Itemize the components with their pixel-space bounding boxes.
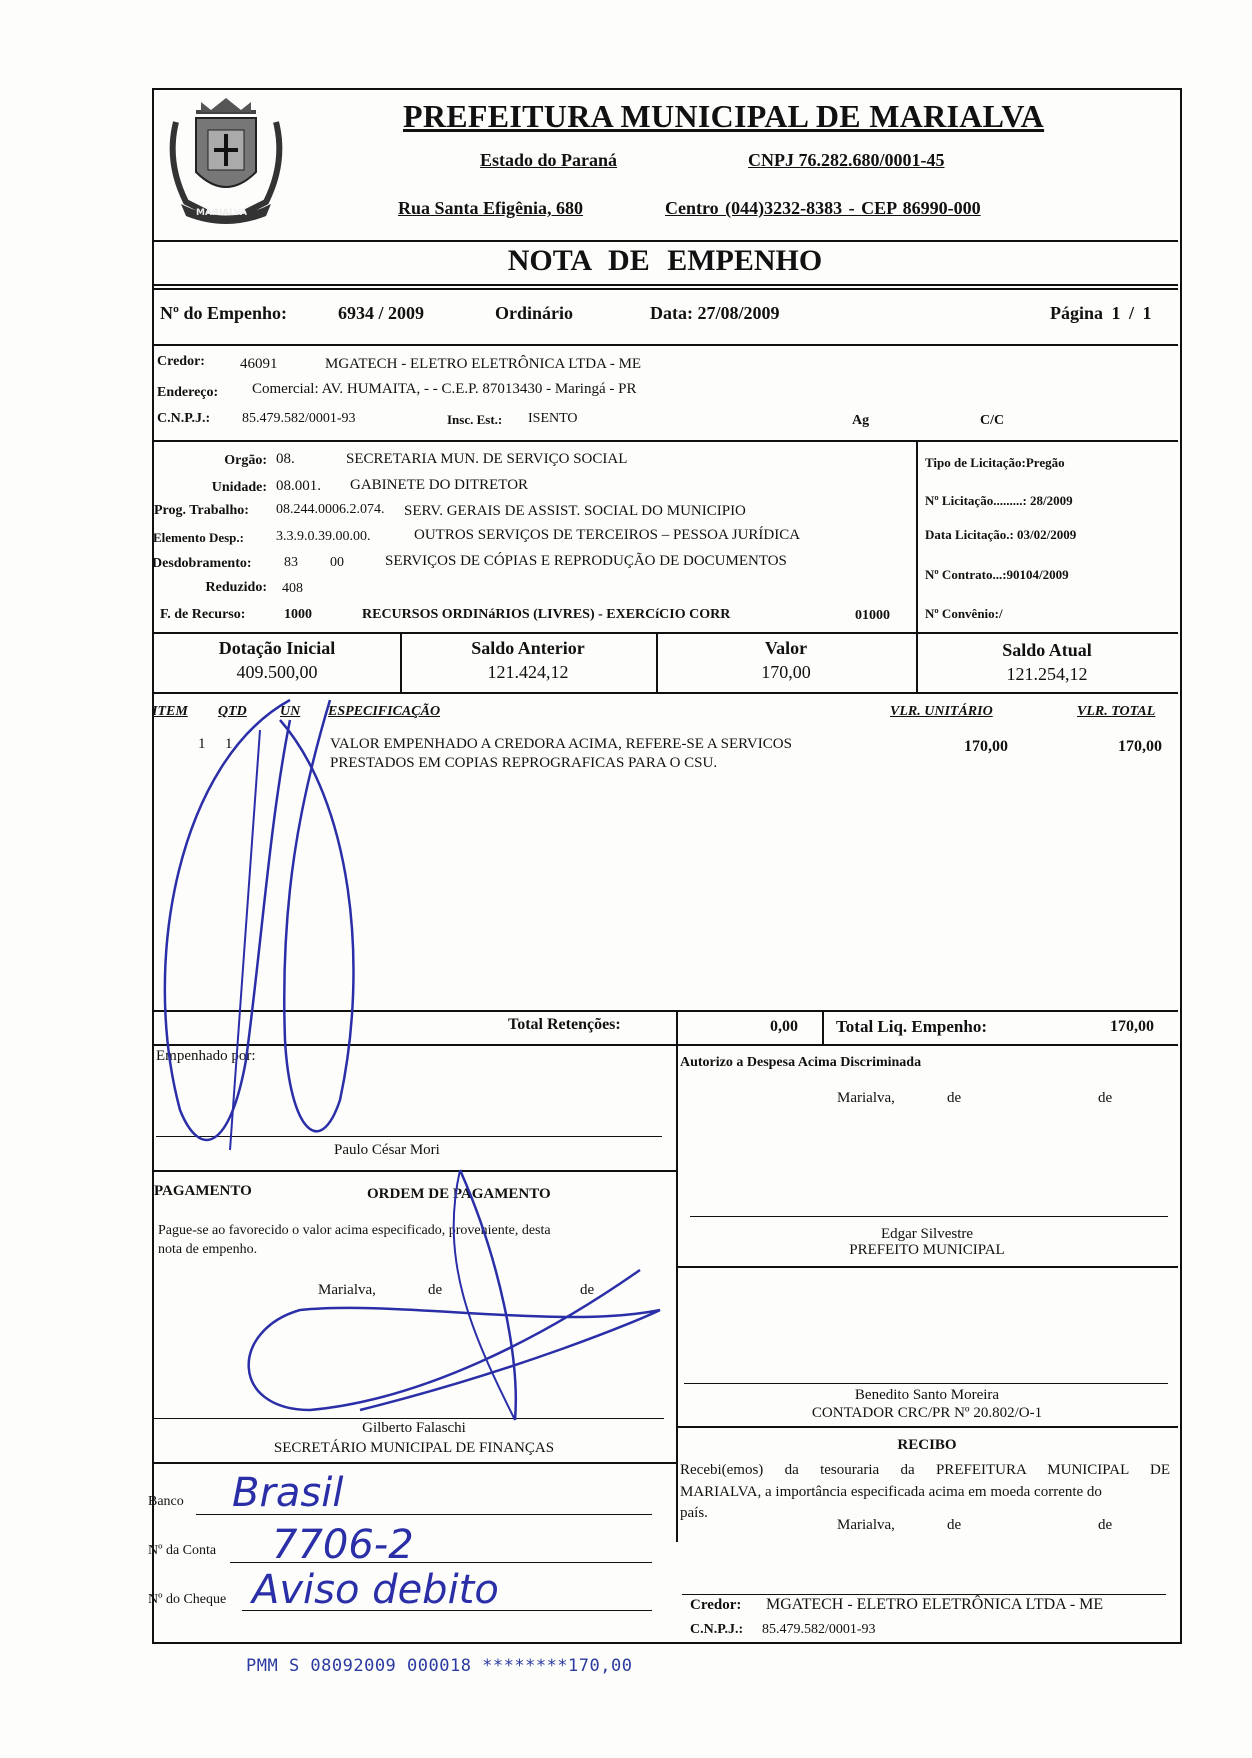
dotacao-inicial-value: 409.500,00 [236,662,318,682]
payment-stamp: PMM S 08092009 000018 ********170,00 [246,1656,633,1676]
recibo-title: RECIBO [897,1437,957,1453]
logo-banner-text: MARIALVA [196,208,247,218]
item-spec-line-1: VALOR EMPENHADO A CREDORA ACIMA, REFERE-SE A SERVICOS [330,736,792,752]
item-spec-line-2: PRESTADOS EM COPIAS REPROGRAFICAS PARA O CSU. [330,755,718,771]
recibo-city: Marialva, [837,1517,895,1533]
reduzido-label: Reduzido: [205,580,267,595]
tipo-licitacao: Tipo de Licitação:Pregão [925,455,1065,470]
data-licitacao: Data Licitação.: 03/02/2009 [925,527,1077,542]
empenho-date: Data: 27/08/2009 [650,303,780,323]
recibo-cnpj: 85.479.582/0001-93 [762,1622,876,1637]
cheque-handwritten: Aviso debito [252,1567,499,1613]
empenho-number-label: Nº do Empenho: [160,303,287,323]
banco-label: Banco [148,1494,184,1509]
numero-convenio: Nº Convênio:/ [925,606,1003,621]
pagamento-text-line-2: nota de empenho. [158,1242,258,1257]
unidade-label: Unidade: [211,480,267,495]
banco-handwritten: Brasil [232,1470,344,1516]
total-retencoes-value: 0,00 [770,1018,798,1035]
unidade-code: 08.001. [276,478,321,494]
contador-name: Benedito Santo Moreira [854,1387,1000,1403]
recibo-text-line-1: Recebi(emos) da tesouraria da PREFEITURA MUNICIPAL DE [680,1462,1170,1478]
valor-label: Valor [764,638,808,658]
empenhado-por-name: Paulo César Mori [334,1142,440,1158]
fonte-recurso-label: F. de Recurso: [160,607,246,622]
col-qtd-header: QTD [218,704,247,719]
recibo-text-line-2: MARIALVA, a importância especificada acima em moeda corrente do [680,1484,1102,1500]
item-unit-price: 170,00 [964,738,1008,755]
reduzido-value: 408 [282,581,303,596]
fonte-recurso-name: RECURSOS ORDINáRIOS (LIVRES) - EXERCíCIO CORR [362,607,731,622]
orgao-label: Orgão: [224,453,267,468]
prefeito-title: PREFEITO MUNICIPAL [849,1242,1005,1258]
recibo-de-2: de [1098,1517,1113,1533]
conta-handwritten: 7706-2 [272,1522,414,1568]
pagamento-text-line-1: Pague-se ao favorecido o valor acima especificado, proveniente, desta [158,1223,551,1238]
saldo-anterior-label: Saldo Anterior [471,638,585,658]
numero-contrato: Nº Contrato...:90104/2009 [925,567,1069,582]
conta-label: Nº da Conta [148,1543,217,1558]
credor-cnpj: 85.479.582/0001-93 [242,411,356,426]
credor-address: Comercial: AV. HUMAITA, - - C.E.P. 87013430 - Maringá - PR [252,381,637,397]
elemento-desp-code: 3.3.9.0.39.00.00. [276,529,371,544]
col-item-header: ITEM [152,704,188,719]
autorizo-de-1: de [947,1090,962,1106]
municipal-coat-of-arms-logo [156,92,296,232]
page-number: Página 1 / 1 [1050,303,1152,323]
empenhado-por-label: Empenhado por: [156,1048,256,1064]
total-liq-empenho-label: Total Liq. Empenho: [836,1017,987,1036]
recibo-credor-name: MGATECH - ELETRO ELETRÔNICA LTDA - ME [766,1596,1104,1613]
orgao-name: SECRETARIA MUN. DE SERVIÇO SOCIAL [346,451,628,467]
empenho-number: 6934 / 2009 [338,303,425,323]
desdobramento-label: Desdobramento: [152,556,252,571]
state-label: Estado do Paraná [480,150,618,170]
recibo-cnpj-label: C.N.P.J.: [690,1622,744,1637]
pagamento-de-1: de [428,1282,443,1298]
saldo-atual-value: 121.254,12 [1006,664,1088,684]
col-total-header: VLR. TOTAL [1077,704,1156,719]
desdobramento-code-1: 83 [284,555,298,570]
item-total-price: 170,00 [1118,738,1162,755]
prog-trabalho-name: SERV. GERAIS DE ASSIST. SOCIAL DO MUNICIPIO [404,503,746,519]
cheque-label: Nº do Cheque [148,1592,227,1607]
fonte-recurso-code-2: 01000 [855,608,890,623]
total-liq-empenho-value: 170,00 [1110,1018,1154,1035]
insc-est-label: Insc. Est.: [447,412,503,427]
elemento-desp-name: OUTROS SERVIÇOS DE TERCEIROS – PESSOA JURÍDICA [414,527,801,543]
pagamento-city: Marialva, [318,1282,376,1298]
saldo-anterior-value: 121.424,12 [487,662,569,682]
numero-licitacao: Nº Licitação.........: 28/2009 [925,493,1073,508]
col-un-header: UN [280,704,301,719]
agency-label: Ag [852,413,870,428]
saldo-atual-label: Saldo Atual [1002,640,1092,660]
prog-trabalho-code: 08.244.0006.2.074. [276,502,385,517]
account-label: C/C [980,413,1005,428]
item-number: 1 [198,736,206,752]
credor-name: MGATECH - ELETRO ELETRÔNICA LTDA - ME [325,356,642,372]
cnpj-label: CNPJ 76.282.680/0001-45 [748,150,945,170]
address-label: Rua Santa Efigênia, 680 [398,198,584,218]
recibo-text-line-3: país. [680,1505,708,1521]
unidade-name: GABINETE DO DITRETOR [350,477,529,493]
recibo-de-1: de [947,1517,962,1533]
prog-trabalho-label: Prog. Trabalho: [154,503,249,518]
center-phone-cep: Centro (044)3232-8383 - CEP 86990-000 [665,198,981,218]
credor-label: Credor: [157,354,205,369]
desdobramento-name: SERVIÇOS DE CÓPIAS E REPRODUÇÃO DE DOCUMENTOS [385,553,787,569]
fonte-recurso-code: 1000 [284,607,312,622]
pagamento-de-2: de [580,1282,595,1298]
autorizo-city: Marialva, [837,1090,895,1106]
address-field-label: Endereço: [157,385,219,400]
dotacao-inicial-label: Dotação Inicial [218,638,336,658]
elemento-desp-label: Elemento Desp.: [153,530,244,545]
autorizo-title: Autorizo a Despesa Acima Discriminada [680,1055,922,1070]
total-retencoes-label: Total Retenções: [508,1016,621,1033]
prefeito-name: Edgar Silvestre [880,1226,974,1242]
page-title: PREFEITURA MUNICIPAL DE MARIALVA [403,98,1045,134]
recibo-credor-label: Credor: [690,1597,742,1613]
secretario-name: Gilberto Falaschi [362,1420,466,1436]
ordem-pagamento-title: ORDEM DE PAGAMENTO [367,1186,551,1202]
credor-code: 46091 [240,356,278,372]
empenho-type: Ordinário [495,303,574,323]
insc-est-value: ISENTO [528,411,578,426]
col-spec-header: ESPECIFICAÇÃO [328,704,441,719]
secretario-title: SECRETÁRIO MUNICIPAL DE FINANÇAS [273,1440,555,1456]
autorizo-de-2: de [1098,1090,1113,1106]
credor-cnpj-label: C.N.P.J.: [157,411,211,426]
valor-value: 170,00 [761,662,811,682]
col-unit-price-header: VLR. UNITÁRIO [890,704,993,719]
desdobramento-code-2: 00 [330,555,344,570]
doc-title: NOTA DE EMPENHO [507,244,823,277]
pagamento-label: PAGAMENTO [154,1183,252,1199]
orgao-code: 08. [276,451,295,467]
contador-title: CONTADOR CRC/PR Nº 20.802/O-1 [811,1405,1043,1421]
item-qtd: 1 [225,736,233,752]
